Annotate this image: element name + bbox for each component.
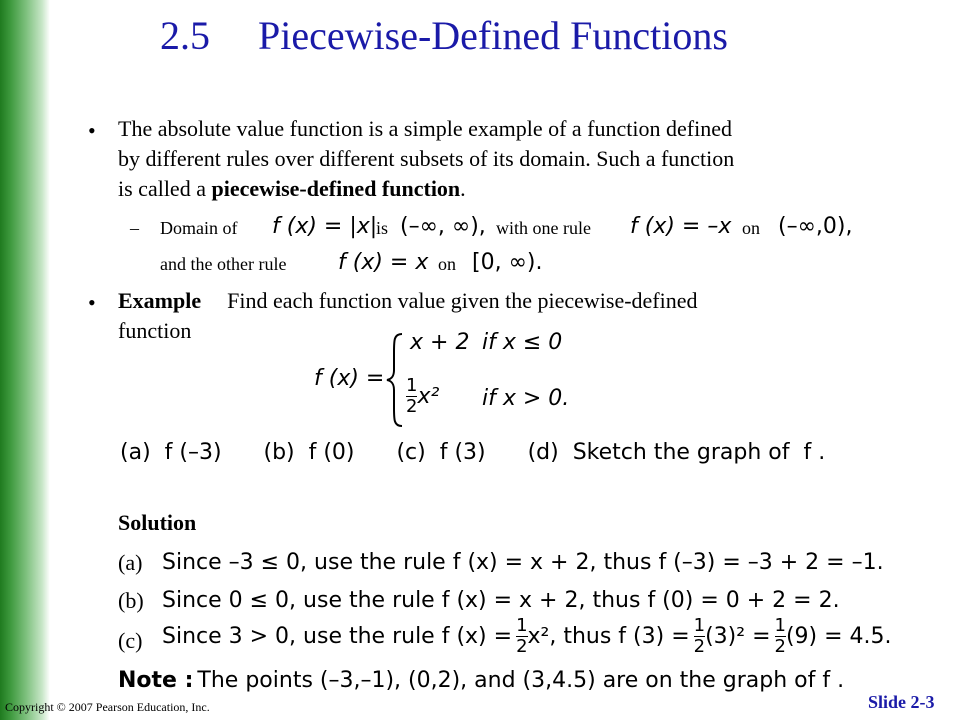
c-fraction-3 [775,616,786,657]
with-one-rule-label: with one rule [496,218,591,238]
c-den-2: 2 [693,636,706,657]
solution-c-text [162,616,892,657]
negative-rule-formula: f (x) = –x [630,214,732,239]
bullet-1-text [118,114,734,204]
line-3-suffix: . [460,176,466,201]
definition-lhs: f (x) = [314,366,385,391]
example-line-2: function [118,318,192,343]
solution-b-text: Since 0 ≤ 0, use the rule f (x) = x + 2, thus f (0) = 0 + 2 = 2. [162,588,840,613]
case-1-condition: if x ≤ 0 [482,330,563,355]
case-2-expression [406,376,439,417]
left-brace [384,332,406,428]
case-2-fraction [406,376,417,417]
case-2-condition: if x > 0. [482,386,570,411]
example-text-1: Find each function value given the piecewise-defined [227,288,698,313]
on-label-1: on [742,218,760,238]
example-block [118,286,698,346]
on-label-2: on [438,254,456,274]
c-num-2: 1 [693,615,706,636]
solution-a-label: (a) [118,550,143,575]
line-3-prefix: is called a [118,176,212,201]
solution-heading: Solution [118,510,197,535]
other-rule-label: and the other rule [160,254,287,274]
c-den-1: 2 [516,636,528,657]
copyright-footer: Copyright © 2007 Pearson Education, Inc. [5,700,210,714]
title-text: Piecewise-Defined Functions [258,13,728,58]
question-parts: (a) f (–3) (b) f (0) (c) f (3) (d) Sketch the graph of f . [120,440,826,465]
c-fraction-2 [694,616,705,657]
piecewise-term: piecewise-defined function [211,176,461,201]
c-num-1: 1 [516,615,528,636]
section-number: 2.5 [160,13,210,58]
c-num-3: 1 [774,615,786,636]
c-den-3: 2 [774,636,786,657]
positive-rule-formula: f (x) = x [338,250,429,275]
case-2-numerator: 1 [406,375,418,396]
bullet-1-line-2: by different rules over different subsets of its domain. Such a function [118,146,735,171]
example-label: Example [118,288,202,313]
is-label: is [376,218,389,238]
case-1-expression: x + 2 [410,330,470,355]
solution-a-text: Since –3 ≤ 0, use the rule f (x) = x + 2, thus f (–3) = –3 + 2 = –1. [162,550,884,575]
slide-number: Slide 2-3 [868,692,935,712]
note-line [118,666,844,696]
bullet-1-line-3 [118,174,734,204]
sub-dash: – [130,218,139,238]
case-2-variable: x² [417,384,440,409]
c-fraction-1 [516,616,527,657]
domain-of-label: Domain of [160,218,238,238]
bullet-dot-1: • [88,118,96,143]
bullet-dot-2: • [88,290,96,315]
solution-b-label: (b) [118,588,144,613]
bullet-1-line-1: The absolute value function is a simple example of a function defined [118,116,732,141]
c-text-1: Since 3 > 0, use the rule f (x) = [162,624,513,649]
c-text-3: (3)² = [705,624,771,649]
slide-title [160,12,728,59]
interval-negative: (–∞,0), [778,214,853,239]
solution-c-label: (c) [118,628,143,653]
abs-function-formula: f (x) = |x| [272,214,378,239]
note-label: Note : [118,668,194,693]
note-text: The points (–3,–1), (0,2), and (3,4.5) are on the graph of f . [197,668,845,693]
example-line-1 [118,286,698,316]
c-text-2: x², thus f (3) = [527,624,690,649]
green-sidebar [0,0,50,720]
interval-nonnegative: [0, ∞). [472,250,543,275]
interval-all-reals: (–∞, ∞), [400,214,486,239]
c-text-4: (9) = 4.5. [785,624,892,649]
case-2-denominator: 2 [406,396,418,417]
